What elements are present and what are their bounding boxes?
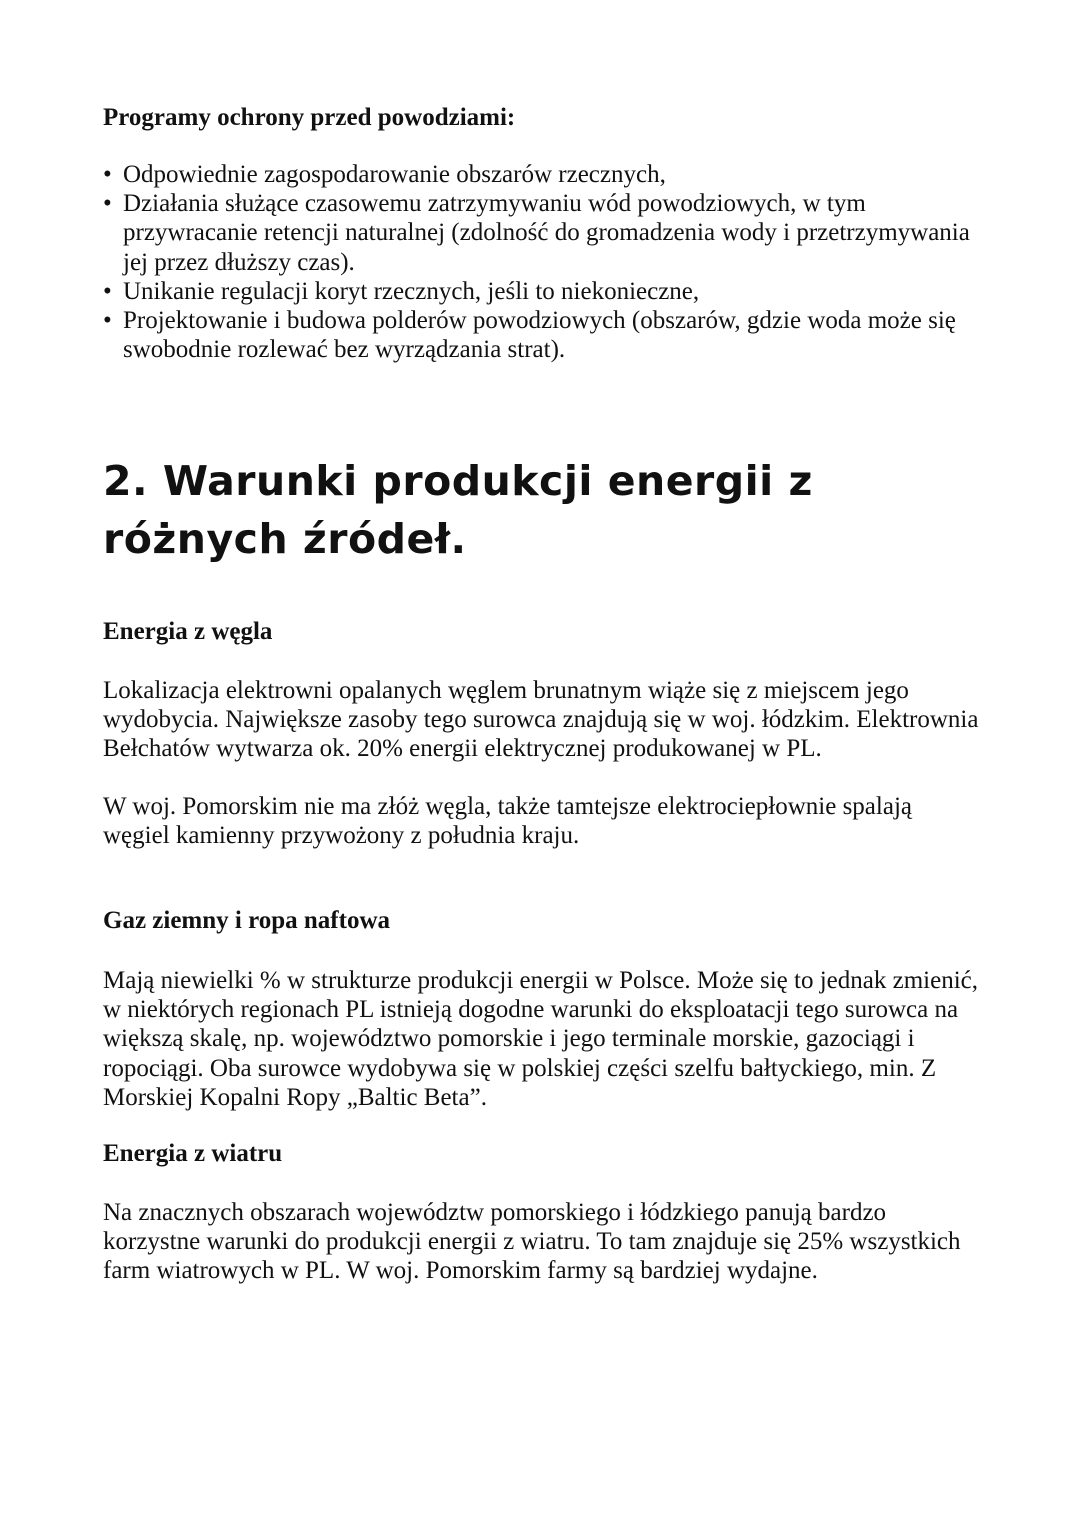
gas-oil-paragraph: Mają niewielki % w strukturze produkcji energii w Polsce. Może się to jednak zmienić, w niektórych regionach PL istnieją dogodne warunki do eksploatacji tego surowca na większą skalę, np. województwo pomorskie i jego terminale morskie, gazociągi i ropociągi. Oba surowce wydobywa się w polskiej części szelfu bałtyckiego, min. Z Morskiej Kopalni Ropy „Baltic Beta”.: [103, 967, 978, 1111]
bullet-icon: •: [103, 190, 112, 218]
list-item: [103, 189, 983, 277]
list-item-text: Projektowanie i budowa polderów powodziowych (obszarów, gdzie woda może się swobodnie rozlewać bez wyrządzania strat).: [123, 307, 956, 364]
coal-paragraph-2: W woj. Pomorskim nie ma złóż węgla, także tamtejsze elektrociepłownie spalają węgiel kamienny przywożony z południa kraju.: [103, 793, 912, 850]
coal-paragraph-1: Lokalizacja elektrowni opalanych węglem brunatnym wiąże się z miejscem jego wydobycia. Największe zasoby tego surowca znajdują się w woj. łódzkim. Elektrownia Bełchatów wytwarza ok. 20% energii elektrycznej produkowanej w PL.: [103, 677, 979, 763]
bullet-icon: •: [103, 277, 112, 305]
list-item: [103, 306, 983, 364]
bullet-icon: •: [103, 161, 112, 188]
list-item: [103, 160, 983, 189]
gas-oil-heading: Gaz ziemny i ropa naftowa: [103, 907, 391, 934]
list-item-text: Odpowiednie zagospodarowanie obszarów rzecznych,: [123, 161, 666, 188]
wind-heading: Energia z wiatru: [103, 1140, 283, 1167]
section-title: 2. Warunki produkcji energii z różnych źródeł.: [103, 457, 813, 563]
coal-heading: Energia z węgla: [103, 618, 273, 645]
list-item-text: Unikanie regulacji koryt rzecznych, jeśli to niekonieczne,: [123, 277, 700, 305]
bullet-icon: •: [103, 307, 112, 335]
list-item-text: Działania służące czasowemu zatrzymywaniu wód powodziowych, w tym przywracanie retencji naturalnej (zdolność do gromadzenia wody i przetrzymywania jej przez dłuższy czas).: [123, 190, 970, 276]
flood-protection-heading: Programy ochrony przed powodziami:: [103, 104, 516, 131]
list-item: [103, 277, 983, 306]
flood-protection-list: [103, 160, 983, 364]
wind-paragraph: Na znacznych obszarach województw pomorskiego i łódzkiego panują bardzo korzystne warunki do produkcji energii z wiatru. To tam znajduje się 25% wszystkich farm wiatrowych w PL. W woj. Pomorskim farmy są bardziej wydajne.: [103, 1199, 961, 1285]
